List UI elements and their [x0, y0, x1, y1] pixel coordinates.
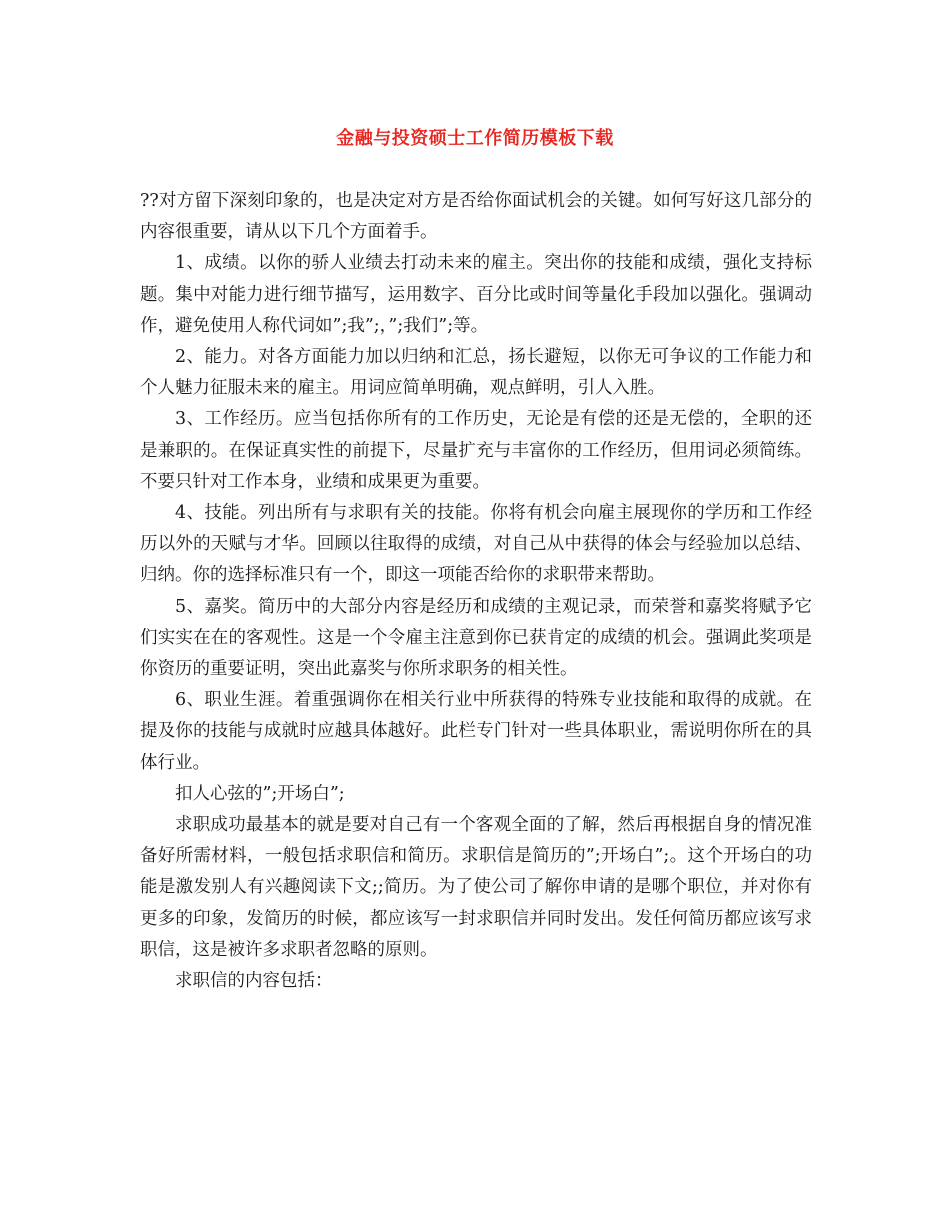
paragraph-awards: 5、嘉奖。简历中的大部分内容是经历和成绩的主观记录，而荣誉和嘉奖将赋予它们实实在在的客观性。这是一个令雇主注意到你已获肯定的成绩的机会。强调此奖项是你资历的重要证明，突出此嘉奖与你所求职务的相关性。 [140, 596, 812, 680]
paragraph-heading-opening: 扣人心弦的”;开场白”; [175, 783, 345, 804]
paragraph-intro: ??对方留下深刻印象的，也是决定对方是否给你面试机会的关键。如何写好这几部分的内容很重要，请从以下几个方面着手。 [140, 191, 812, 243]
paragraph-career: 6、职业生涯。着重强调你在相关行业中所获得的特殊专业技能和取得的成就。在提及你的技能与成就时应越具体越好。此栏专门针对一些具体职业，需说明你所在的具体行业。 [140, 690, 812, 773]
paragraph-achievements: 1、成绩。以你的骄人业绩去打动未来的雇主。突出你的技能和成绩，强化支持标题。集中对能力进行细节描写，运用数字、百分比或时间等量化手段加以强化。强调动作，避免使用人称代词如”;我”;，”;我们”;等。 [140, 253, 812, 336]
paragraph-cover-letter: 求职成功最基本的就是要对自己有一个客观全面的了解，然后再根据自身的情况准备好所需材料，一般包括求职信和简历。求职信是简历的”;开场白”;。这个开场白的功能是激发别人有兴趣阅读下文;;简历。为了使公司了解你申请的是哪个职位，并对你有更多的印象，发简历的时候，都应该写一封求职信并同时发出。发任何简历都应该写求职信，这是被许多求职者忽略的原则。 [140, 815, 812, 960]
document-body [140, 186, 812, 997]
paragraph-skills: 4、技能。列出所有与求职有关的技能。你将有机会向雇主展现你的学历和工作经历以外的天赋与才华。回顾以往取得的成绩，对自己从中获得的体会与经验加以总结、归纳。你的选择标准只有一个，即这一项能否给你的求职带来帮助。 [140, 503, 812, 586]
document-title: 金融与投资硕士工作简历模板下载 [336, 128, 614, 149]
paragraph-work-experience: 3、工作经历。应当包括你所有的工作历史，无论是有偿的还是无偿的，全职的还是兼职的。在保证真实性的前提下，尽量扩充与丰富你的工作经历，但用词必须简练。不要只针对工作本身，业绩和成果更为重要。 [140, 409, 812, 492]
paragraph-cover-letter-contents: 求职信的内容包括： [175, 971, 333, 992]
paragraph-abilities: 2、能力。对各方面能力加以归纳和汇总，扬长避短，以你无可争议的工作能力和个人魅力征服未来的雇主。用词应简单明确，观点鲜明，引人入胜。 [140, 347, 812, 399]
